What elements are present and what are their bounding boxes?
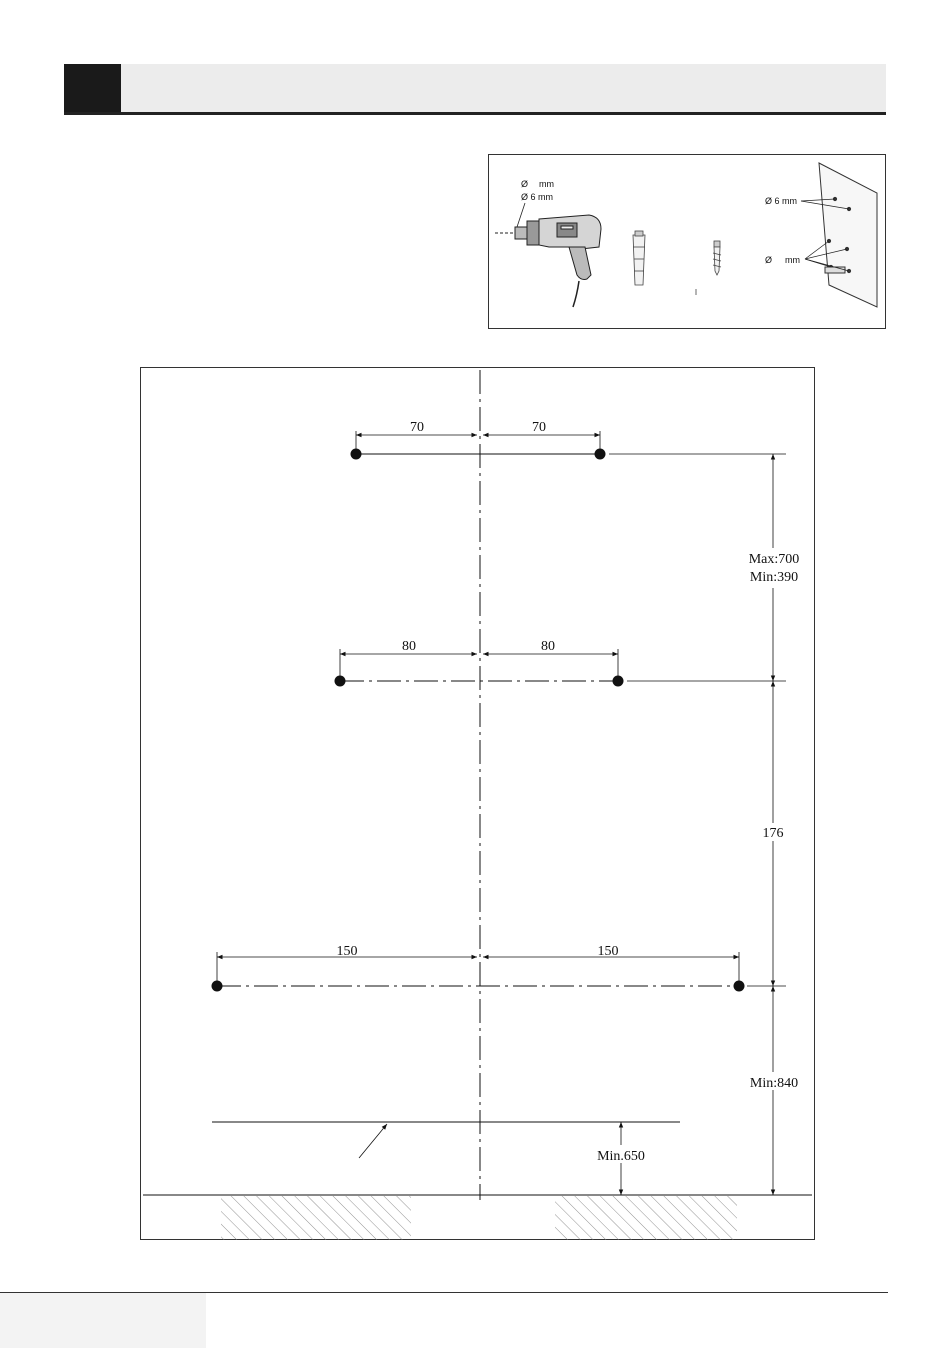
- wall-diameter-6-label: Ø 6 mm: [765, 196, 798, 206]
- section-header-bar: [64, 64, 886, 115]
- footer-block: [0, 1293, 206, 1348]
- screw-icon: [696, 241, 721, 295]
- tools-svg: [489, 155, 887, 330]
- dim-max-700: Max:700: [748, 552, 800, 567]
- hole-bottom-right: [734, 981, 745, 992]
- drill-unit-top-label: mm: [539, 179, 554, 189]
- wall-icon: [819, 163, 877, 307]
- wall-diameter-blank-label: Ø: [765, 255, 773, 265]
- hole-bottom-left: [212, 981, 223, 992]
- drill-icon: [495, 215, 601, 307]
- dim-bottom-right-150: 150: [597, 944, 619, 959]
- drill-diameter-top-label: Ø: [521, 179, 529, 189]
- hole-top-left: [351, 449, 362, 460]
- mounting-drawing: [140, 367, 815, 1240]
- row-top: [351, 420, 787, 460]
- floor-hatch: [143, 1195, 812, 1240]
- dim-mid-left-80: 80: [402, 639, 416, 654]
- dim-min-650: Min.650: [597, 1149, 645, 1164]
- vertical-dimensions: [745, 454, 805, 1195]
- hole-mid-left: [335, 676, 346, 687]
- wall-unit-label: mm: [785, 255, 800, 265]
- drill-diameter-6-label: Ø 6 mm: [521, 192, 554, 202]
- wall-plug-icon: [633, 231, 645, 285]
- row-middle: [335, 639, 787, 687]
- dim-min-390: Min:390: [749, 570, 799, 585]
- dim-top-right-70: 70: [532, 420, 546, 435]
- dim-bottom-left-150: 150: [336, 944, 358, 959]
- mounting-drawing-svg: [141, 368, 816, 1241]
- tools-illustration: [488, 154, 886, 329]
- hole-mid-right: [613, 676, 624, 687]
- section-number-block: [64, 64, 121, 112]
- hole-top-right: [595, 449, 606, 460]
- dim-min-840: Min:840: [749, 1076, 799, 1091]
- row-bottom: [212, 944, 787, 992]
- dim-mid-right-80: 80: [541, 639, 555, 654]
- dim-top-left-70: 70: [410, 420, 424, 435]
- dim-176: 176: [762, 826, 784, 841]
- cooktop-level: [212, 1122, 680, 1195]
